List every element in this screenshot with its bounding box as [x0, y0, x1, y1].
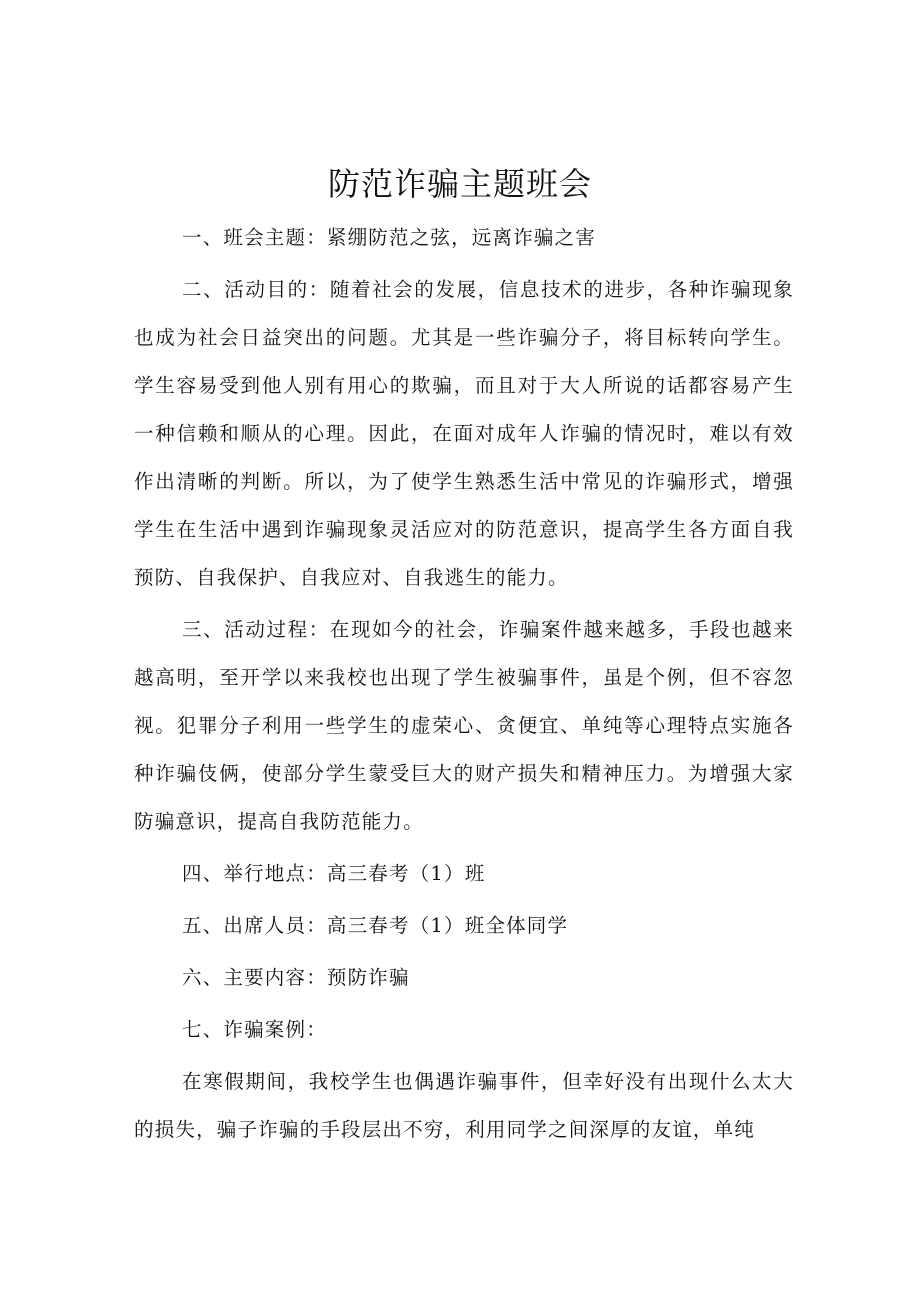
paragraph-class-theme: 一、班会主题：紧绷防范之弦，远离诈骗之害 — [182, 226, 597, 249]
document-title: 防范诈骗主题班会 — [327, 165, 592, 203]
paragraph-fraud-cases-heading: 七、诈骗案例： — [182, 1018, 327, 1041]
document-body — [134, 214, 794, 1154]
paragraph-attendees: 五、出席人员：高三春考（1）班全体同学 — [182, 914, 569, 937]
paragraph-activity-process: 三、活动过程：在现如今的社会，诈骗案件越来越多，手段也越来越高明，至开学以来我校也出现了学生被骗事件，虽是个例，但不容忽视。犯罪分子利用一些学生的虚荣心、贪便宜、单纯等心理特点实施各种诈骗伎俩，使部分学生蒙受巨大的财产损失和精神压力。为增强大家防骗意识，提高自我防范能力。 — [134, 618, 794, 833]
paragraph-main-content: 六、主要内容：预防诈骗 — [182, 966, 410, 989]
paragraph-fraud-case-text: 在寒假期间，我校学生也偶遇诈骗事件，但幸好没有出现什么太大的损失，骗子诈骗的手段层出不穷，利用同学之间深厚的友谊，单纯 — [134, 1070, 794, 1141]
paragraph-venue: 四、举行地点：高三春考（1）班 — [182, 862, 486, 885]
paragraph-activity-purpose: 二、活动目的：随着社会的发展，信息技术的进步，各种诈骗现象也成为社会日益突出的问题。尤其是一些诈骗分子，将目标转向学生。学生容易受到他人别有用心的欺骗，而且对于大人所说的话都容易产生一种信赖和顺从的心理。因此，在面对成年人诈骗的情况时，难以有效作出清晰的判断。所以，为了使学生熟悉生活中常见的诈骗形式，增强学生在生活中遇到诈骗现象灵活应对的防范意识，提高学生各方面自我预防、自我保护、自我应对、自我逃生的能力。 — [134, 278, 794, 589]
